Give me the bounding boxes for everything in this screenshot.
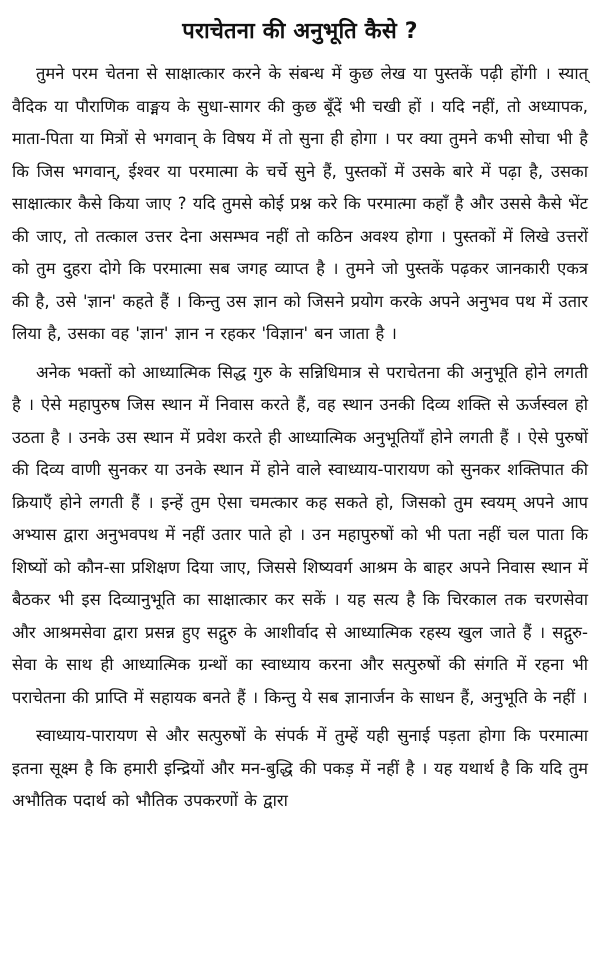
paragraph-1: तुमने परम चेतना से साक्षात्कार करने के संबन्ध में कुछ लेख या पुस्तकें पढ़ी होंगी । स्यात् वैदिक या पौराणिक वाङ्मय के सुधा-सागर की कुछ बूँदें भी चखी हों । यदि नहीं, तो अध्यापक, माता-पिता या मित्रों से भगवान् के विषय में तो सुना ही होगा । पर क्या तुमने कभी सोचा भी है कि जिस भगवान्, ईश्वर या परमात्मा के चर्चे सुने हैं, पुस्तकों में उसके बारे में पढ़ा है, उसका साक्षात्कार कैसे किया जाए ? यदि तुमसे कोई प्रश्न करे कि परमात्मा कहाँ है और उससे कैसे भेंट की जाए, तो तत्काल उत्तर देना असम्भव नहीं तो कठिन अवश्य होगा । पुस्तकों में लिखे उत्तरों को तुम दुहरा दोगे कि परमात्मा सब जगह व्याप्त है । तुमने जो पुस्तकें पढ़कर जानकारी एकत्र की है, उसे 'ज्ञान' कहते हैं । किन्तु उस ज्ञान को जिसने प्रयोग करके अपने अनुभव पथ में उतार लिया है, उसका वह 'ज्ञान' ज्ञान न रहकर 'विज्ञान' बन जाता है । (12, 64, 588, 343)
paragraph-2: अनेक भक्तों को आध्यात्मिक सिद्ध गुरु के सन्निधिमात्र से पराचेतना की अनुभूति होने लगती है । ऐसे महापुरुष जिस स्थान में निवास करते हैं, वह स्थान उनकी दिव्य शक्ति से ऊर्जस्वल हो उठता है । उनके उस स्थान में प्रवेश करते ही आध्यात्मिक अनुभूतियाँ होने लगती हैं । ऐसे पुरुषों की दिव्य वाणी सुनकर या उनके स्थान में होने वाले स्वाध्याय-पारायण को सुनकर शक्तिपात की क्रियाएँ होने लगती हैं । इन्हें तुम ऐसा चमत्कार कह सकते हो, जिसको तुम स्वयम् अपने आप अभ्यास द्वारा अनुभवपथ में नहीं उतार पाते हो । उन महापुरुषों को भी पता नहीं चल पाता कि शिष्यों को कौन-सा प्रशिक्षण दिया जाए, जिससे शिष्यवर्ग आश्रम के बाहर अपने निवास स्थान में बैठकर भी इस दिव्यानुभूति का साक्षात्कार कर सकें । यह सत्य है कि चिरकाल तक चरणसेवा और आश्रमसेवा द्वारा प्रसन्न हुए सद्गुरु के आशीर्वाद से आध्यात्मिक रहस्य खुल जाते हैं । सद्गुरु-सेवा के साथ ही आध्यात्मिक ग्रन्थों का स्वाध्याय करना और सत्पुरुषों की संगति में रहना भी पराचेतना की प्राप्ति में सहायक बनते हैं । किन्तु ये सब ज्ञानार्जन के साधन हैं, अनुभूति के नहीं । (12, 362, 588, 707)
paragraph-3: स्वाध्याय-पारायण से और सत्पुरुषों के संपर्क में तुम्हें यही सुनाई पड़ता होगा कि परमात्मा इतना सूक्ष्म है कि हमारी इन्द्रियों और मन-बुद्धि की पकड़ में नहीं है । यह यथार्थ है कि यदि तुम अभौतिक पदार्थ को भौतिक उपकरणों के द्वारा (12, 726, 588, 810)
page-title: पराचेतना की अनुभूति कैसे ? (182, 19, 418, 44)
